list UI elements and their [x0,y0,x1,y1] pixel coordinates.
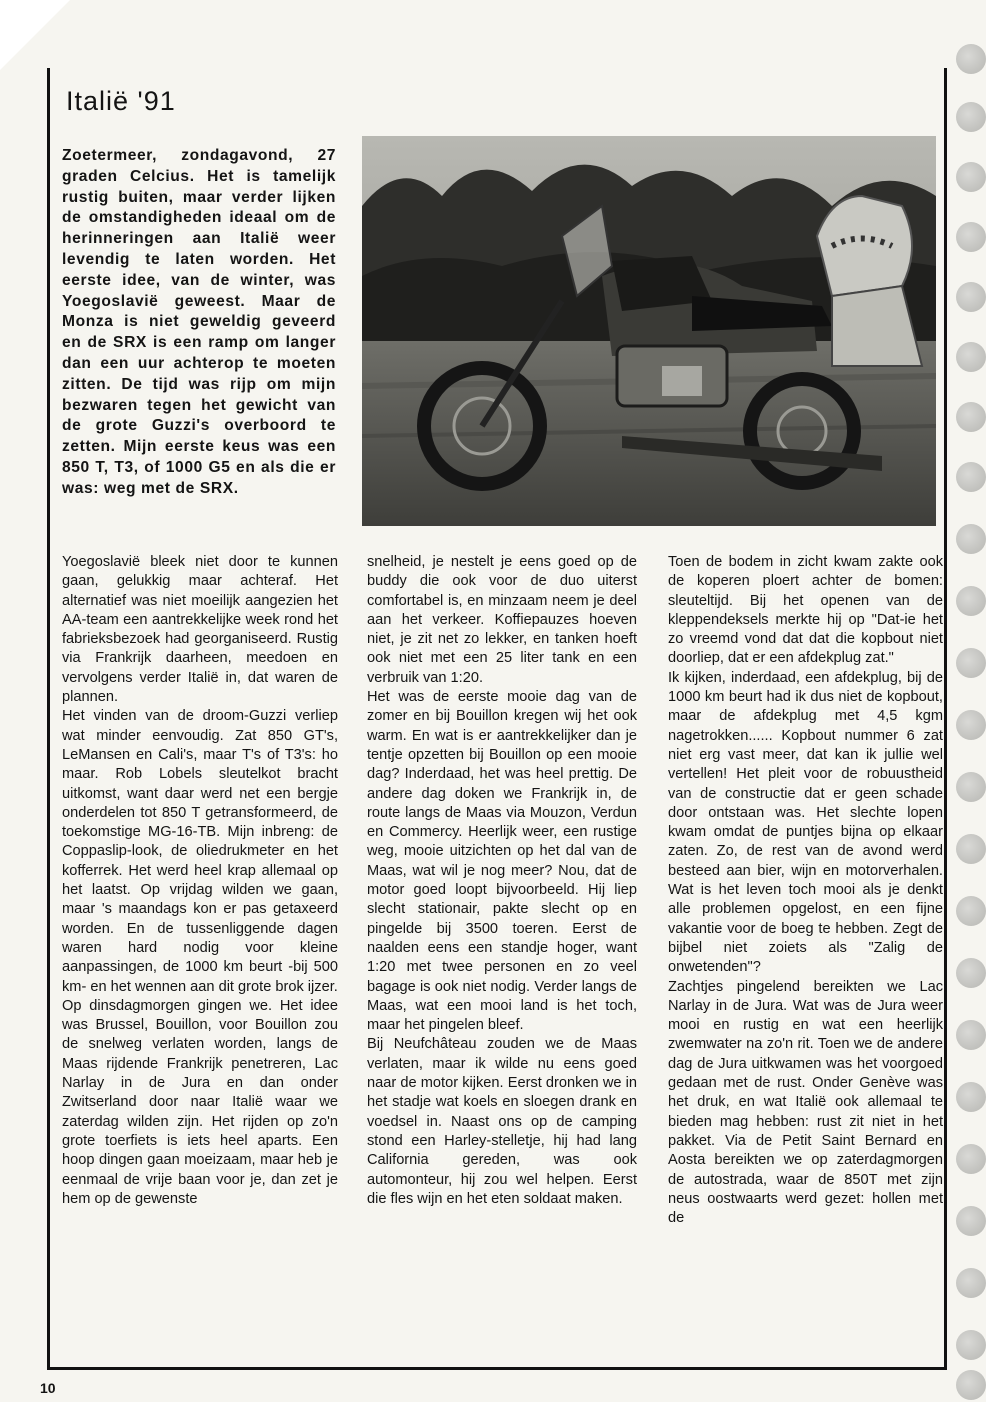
binder-hole-icon [956,834,986,864]
article-title: Italië '91 [66,86,176,116]
article-column-1 [62,553,338,1209]
binder-hole-icon [956,162,986,192]
paragraph: Bij Neufchâteau zouden we de Maas verlaten, maar ik wilde nu eens goed naar de motor kijken. Eerst dronken we in het stadje wat koels en sloegen drank en voedsel in. Naast ons op de camping stond een Harley-stelletje, hij had lang California gereden, was ook automonteur, hij zou wel helpen. Eerst die fles wijn en het eten soldaat maken. [367,1036,637,1207]
paragraph: Zachtjes pingelend bereikten we Lac Narlay in de Jura. Wat was de Jura weer mooi en rustig en wat een heerlijk zwemwater na zo'n rit. Toen we de andere dag de Jura uitkwamen was het voorgoed gedaan met de rust. Onder Genève was het druk, en wat Italië ook allemaal te bieden mag hebben: rust zit niet in het pakket. Via de Petit Saint Bernard en Aosta bereikten we op zaterdagmorgen de autostrada, waar de 850T met zijn neus oostwaarts werd gezet: hollen met de [668,978,943,1227]
paragraph: Toen de bodem in zicht kwam zakte ook de koperen ploert achter de bomen: sleuteltijd. Bij het openen van de kleppendeksels merkte hij op "Dat-ie het zo vreemd vond dat dat die kopbout niet doorliep, dat er een afdekplug zat." [668,554,943,667]
binder-hole-icon [956,772,986,802]
paragraph: Het vinden van de droom-Guzzi verliep wat minder eenvoudig. Zat 850 GT's, LeMansen en Cali's, maar T's of T3's: ho maar. Rob Lobels sleutelkot bracht uitkomst, want daar werd net een bergje onderdelen tot 850 T getransformeerd, de toekomstige MG-16-TB. Mijn inbreng: de Coppaslip-look, de oliedrukmeter en het kofferrek. Het werd heel krap allemaal op het laatst. Op vrijdag wilden we gaan, maar 's maandags kon er pas getaxeerd worden. En de tussenliggende dagen waren hard nodig voor kleine aanpassingen, de 1000 km beurt -bij 500 km- en het wennen aan dit grote brok ijzer. [62,708,338,995]
binder-hole-icon [956,896,986,926]
binder-hole-icon [956,958,986,988]
motorcycle-photo [362,136,936,526]
article-intro: Zoetermeer, zondagavond, 27 graden Celcius. Het is tamelijk rustig buiten, maar verder lijken de omstandigheden ideaal om de herinneringen aan Italië weer levendig te laten worden. Het eerste idee, van de winter, was Yoegoslavië geweest. Maar de Monza is niet geweldig geveerd en de SRX is een ramp om langer dan een uur achterop te moeten zitten. De tijd was rijp om mijn bezwaren tegen het gewicht van de grote Guzzi's overboord te zetten. Mijn eerste keus was een 850 T, T3, of 1000 G5 en als die er was: weg met de SRX. [62,147,336,497]
binder-hole-icon [956,222,986,252]
binder-hole-icon [956,1144,986,1174]
binder-hole-icon [956,648,986,678]
paragraph: snelheid, je nestelt je eens goed op de buddy die ook voor de duo uiterst comfortabel is, en minzaam neem je deel aan het verkeer. Koffiepauzes hoeven niet, je zit net zo lekker, en tanken hoeft ook niet met een 25 liter tank en een verbruik van 1:20. [367,554,637,686]
binder-hole-icon [956,462,986,492]
article-column-2 [367,553,637,1209]
paragraph: Op dinsdagmorgen gingen we. Het idee was Brussel, Bouillon, voor Bouillon zou de snelweg verlaten worden, langs de Maas rijdende Frankrijk penetreren, Lac Narlay in de Jura en dan onder Zwitserland door naar Italië waar we zaterdag wilden zijn. Het rijden op zo'n grote toerfiets is iets heel aparts. Een hoop dingen gaan moeizaam, maar heb je eenmaal de vrije baan voor je, dan zet je hem op de gewenste [62,997,338,1207]
folded-corner [0,0,70,70]
binder-hole-icon [956,1268,986,1298]
paragraph: Ik kijken, inderdaad, een afdekplug, bij de 1000 km beurt had ik dus niet de kopbout, maar de afdekplug met 4,5 kgm nagetrokken...... Kopbout nummer 6 zat niet erg vast meer, dat kan ik jullie wel vertellen! Het pleit voor de robuustheid van de constructie dat er geen schade door ontstaan was. Het slechte lopen kwam omdat de puntjes bijna op elkaar zaten. Zo, de rest van de avond werd besteed aan bier, wijn en motorverhalen. Wat is het leven toch mooi als je denkt alle problemen opgelost, en een fijne vakantie voor de boeg te hebben. Zegt de bijbel niet zoiets als "Zalig de onwetenden"? [668,669,943,976]
page-number: 10 [40,1380,56,1396]
binder-hole-icon [956,586,986,616]
binder-hole-icon [956,524,986,554]
binder-hole-icon [956,102,986,132]
binder-hole-icon [956,1082,986,1112]
binder-hole-icon [956,402,986,432]
paragraph: Het was de eerste mooie dag van de zomer en bij Bouillon kregen wij het ook warm. En wat is er aantrekkelijker dan je tentje opzetten bij Bouillon op een mooie dag? Inderdaad, het was heel prettig. De andere dag doken we Frankrijk in, de route langs de Maas via Mouzon, Verdun en Commercy. Heerlijk weer, een rustige weg, mooie uitzichten op het dal van de Maas, wat wil je nog meer? Nou, dat de motor goed loopt bijvoorbeeld. Hij liep slecht stationair, pakte slecht op en pingelde bij 3500 toeren. Eerst de naalden eens een standje hoger, want 1:20 met twee personen en zo veel bagage is ook niet nodig. Verder langs de Maas, wat een mooi land is het toch, maar het pingelen bleef. [367,689,637,1034]
article-column-3 [668,553,943,1228]
binder-hole-icon [956,44,986,74]
binder-hole-icon [956,1020,986,1050]
binder-hole-icon [956,1370,986,1400]
binder-hole-icon [956,1330,986,1360]
binder-hole-icon [956,342,986,372]
binder-hole-icon [956,282,986,312]
motorcycle-photo-image [362,136,936,526]
binder-hole-icon [956,1206,986,1236]
binder-hole-icon [956,710,986,740]
paragraph: Yoegoslavië bleek niet door te kunnen gaan, gelukkig maar achteraf. Het alternatief was niet moeilijk aangezien het AA-team een aantrekkelijke week rond het fabrieksbezoek had georganiseerd. Rustig via Frankrijk daarheen, meedoen en vervolgens verder Italië in, dat waren de plannen. [62,554,338,706]
